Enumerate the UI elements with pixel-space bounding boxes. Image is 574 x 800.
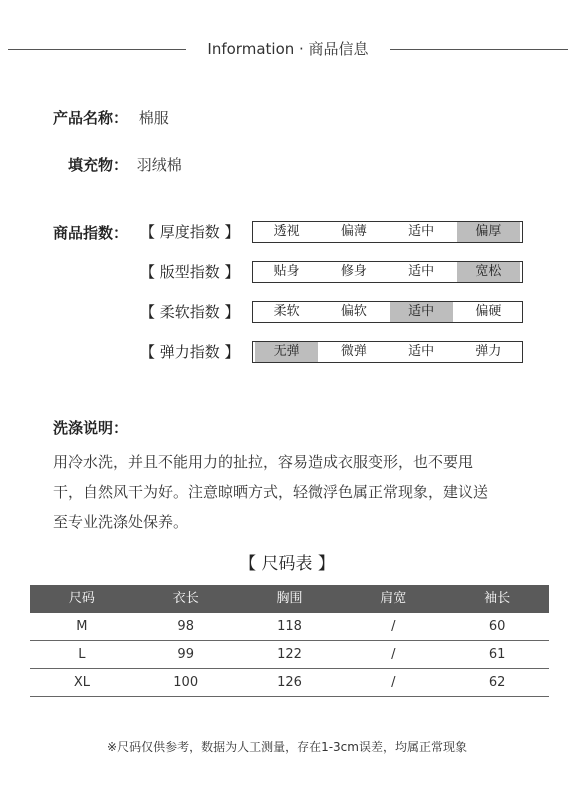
size-header-cell: 衣长 <box>172 591 199 606</box>
index-option: 偏薄 <box>340 224 367 239</box>
size-footnote: ※尺码仅供参考，数据为人工测量，存在1-3cm误差，均属正常现象 <box>107 740 467 754</box>
size-header-cell: 袖长 <box>484 591 511 606</box>
size-cell: 98 <box>177 619 194 634</box>
index-option: 贴身 <box>273 264 300 279</box>
index-option-selected: 适中 <box>390 302 453 322</box>
product-indices-label: 商品指数： <box>53 224 129 242</box>
index-scale <box>252 301 523 323</box>
index-option: 弹力 <box>475 344 502 359</box>
index-name: 【 版型指数 】 <box>140 263 240 281</box>
index-option-selected: 偏厚 <box>457 222 520 242</box>
size-table-header <box>30 585 549 613</box>
index-row <box>140 261 525 283</box>
index-option: 柔软 <box>273 304 300 319</box>
index-row <box>140 301 525 323</box>
index-row <box>140 221 525 243</box>
index-option: 微弹 <box>340 344 367 359</box>
size-cell: M <box>76 619 88 634</box>
header-divider-right <box>390 49 568 50</box>
size-cell: 100 <box>173 675 199 690</box>
index-scale <box>252 261 523 283</box>
size-cell: / <box>391 619 396 634</box>
wash-instructions-line: 用冷水洗，并且不能用力的扯拉，容易造成衣服变形，也不要甩 <box>53 453 474 471</box>
size-cell: 61 <box>488 647 506 662</box>
size-cell: / <box>391 647 396 662</box>
index-option: 偏软 <box>340 304 367 319</box>
size-cell: 60 <box>488 619 506 634</box>
size-cell: XL <box>73 675 90 690</box>
index-name: 【 柔软指数 】 <box>140 303 240 321</box>
index-option: 透视 <box>273 224 300 239</box>
filling-label: 填充物： <box>68 156 129 174</box>
index-option-selected: 宽松 <box>457 262 520 282</box>
index-row <box>140 341 525 363</box>
size-chart-title: 【 尺码表 】 <box>239 554 335 574</box>
product-name-row <box>53 108 169 128</box>
index-option: 适中 <box>408 264 435 279</box>
header-title: Information · 商品信息 <box>207 40 369 58</box>
size-cell: 126 <box>277 675 302 690</box>
index-option: 修身 <box>340 264 367 279</box>
table-row <box>30 641 549 669</box>
index-name: 【 厚度指数 】 <box>140 223 240 241</box>
product-name-label: 产品名称： <box>53 109 129 127</box>
size-cell: 122 <box>277 647 302 662</box>
index-name: 【 弹力指数 】 <box>140 343 240 361</box>
size-header-cell: 胸围 <box>276 591 303 606</box>
size-header-cell: 尺码 <box>68 591 95 606</box>
index-option: 适中 <box>408 224 435 239</box>
index-option: 偏硬 <box>475 304 502 319</box>
product-name-value: 棉服 <box>138 109 169 127</box>
size-header-cell: 肩宽 <box>380 591 407 606</box>
size-table <box>30 585 549 697</box>
section-header <box>0 38 574 62</box>
size-cell: L <box>78 647 86 662</box>
filling-row <box>68 155 182 175</box>
index-scale <box>252 221 523 243</box>
wash-instructions-title: 洗涤说明： <box>53 419 129 437</box>
header-divider-left <box>8 49 186 50</box>
filling-value: 羽绒棉 <box>136 156 182 174</box>
table-row <box>30 669 549 697</box>
size-cell: / <box>391 675 396 690</box>
wash-instructions-line: 干，自然风干为好。注意晾晒方式，轻微浮色属正常现象，建议送 <box>53 483 489 501</box>
index-option-selected: 无弹 <box>255 342 318 362</box>
index-scale <box>252 341 523 363</box>
size-cell: 118 <box>277 619 302 634</box>
size-cell: 62 <box>488 675 506 690</box>
wash-instructions-line: 至专业洗涤处保养。 <box>53 513 189 531</box>
index-option: 适中 <box>408 344 435 359</box>
table-row <box>30 613 549 641</box>
size-cell: 99 <box>177 647 194 662</box>
